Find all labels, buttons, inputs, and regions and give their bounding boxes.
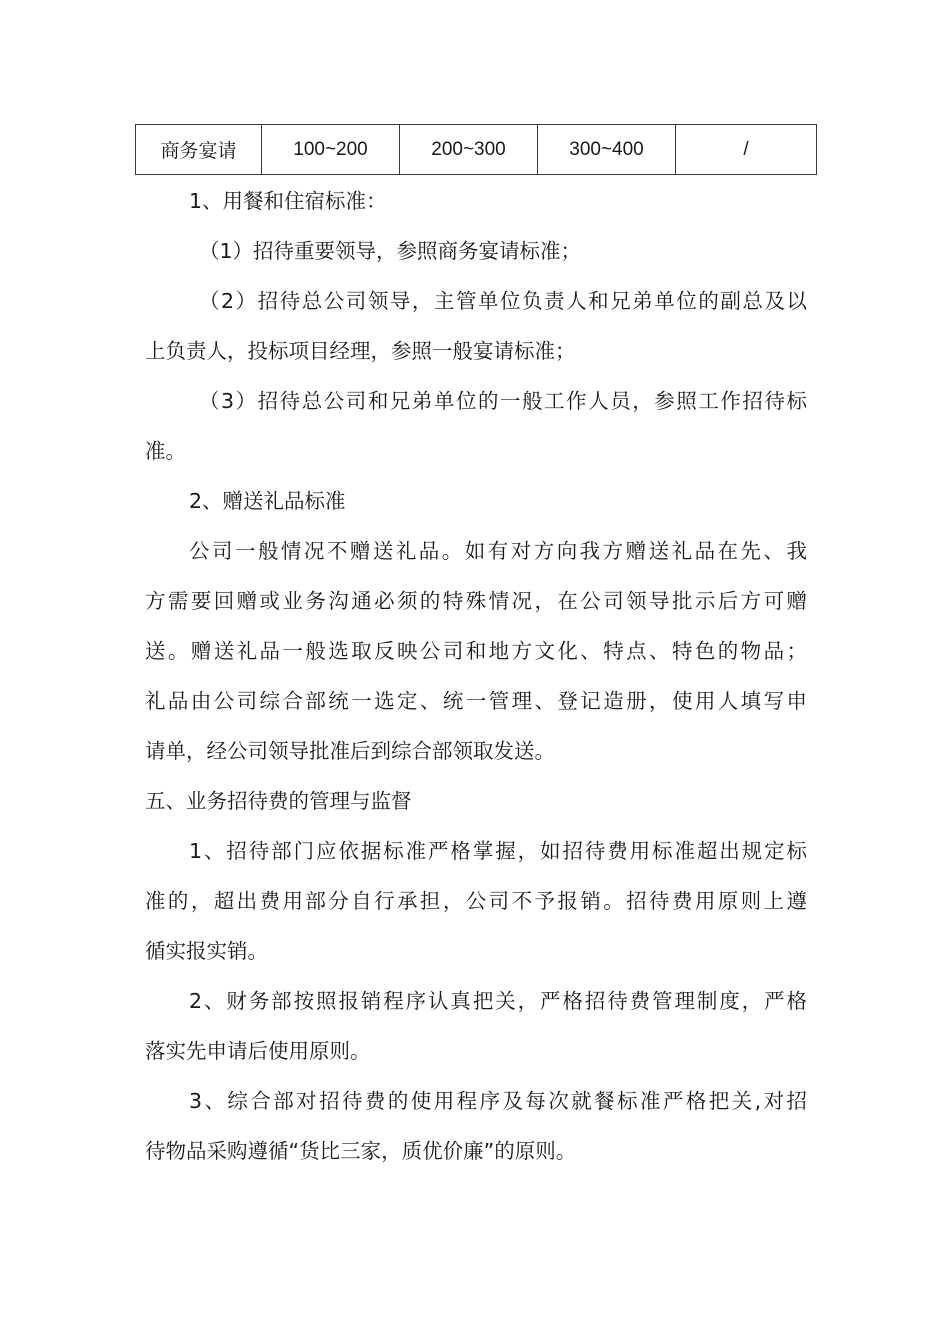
- paragraph-line: 送。赠送礼品一般选取反映公司和地方文化、特点、特色的物品；: [145, 639, 807, 663]
- table-row: [136, 125, 817, 175]
- paragraph-line: 3、综合部对招待费的使用程序及每次就餐标准严格把关,对招: [189, 1089, 807, 1113]
- paragraph-line: 循实报实销。: [145, 939, 268, 963]
- paragraph-line: （1）招待重要领导，参照商务宴请标准；: [199, 239, 582, 263]
- paragraph-line: （2）招待总公司领导，主管单位负责人和兄弟单位的副总及以: [199, 289, 807, 313]
- table-cell-range-1: 100~200: [262, 125, 400, 175]
- paragraph-line: （3）招待总公司和兄弟单位的一般工作人员，参照工作招待标: [199, 389, 807, 413]
- table-cell-range-2: 200~300: [400, 125, 538, 175]
- paragraph-line: 待物品采购遵循“货比三家，质优价廉”的原则。: [145, 1139, 577, 1163]
- table-cell-range-3: 300~400: [538, 125, 676, 175]
- standards-table: [135, 124, 817, 175]
- table-cell-empty-marker: /: [676, 125, 817, 175]
- paragraph-line: 方需要回赠或业务沟通必须的特殊情况，在公司领导批示后方可赠: [145, 589, 807, 613]
- heading-gift-standard: 2、赠送礼品标准: [189, 489, 346, 513]
- paragraph-line: 1、招待部门应依据标准严格掌握，如招待费用标准超出规定标: [189, 839, 807, 863]
- paragraph-line: 落实先申请后使用原则。: [145, 1039, 371, 1063]
- heading-meal-lodging-standard: 1、用餐和住宿标准：: [189, 189, 387, 213]
- paragraph-line: 礼品由公司综合部统一选定、统一管理、登记造册，使用人填写申: [145, 689, 807, 713]
- section-heading-management: 五、业务招待费的管理与监督: [145, 789, 412, 813]
- document-body: [145, 176, 807, 1176]
- table-cell-category: 商务宴请: [136, 125, 262, 175]
- paragraph-line: 准。: [145, 439, 186, 463]
- paragraph-line: 2、财务部按照报销程序认真把关，严格招待费管理制度，严格: [189, 989, 807, 1013]
- paragraph-line: 请单，经公司领导批准后到综合部领取发送。: [145, 739, 555, 763]
- paragraph-line: 公司一般情况不赠送礼品。如有对方向我方赠送礼品在先、我: [189, 539, 807, 563]
- paragraph-line: 上负责人，投标项目经理，参照一般宴请标准；: [145, 339, 576, 363]
- paragraph-line: 准的，超出费用部分自行承担，公司不予报销。招待费用原则上遵: [145, 889, 807, 913]
